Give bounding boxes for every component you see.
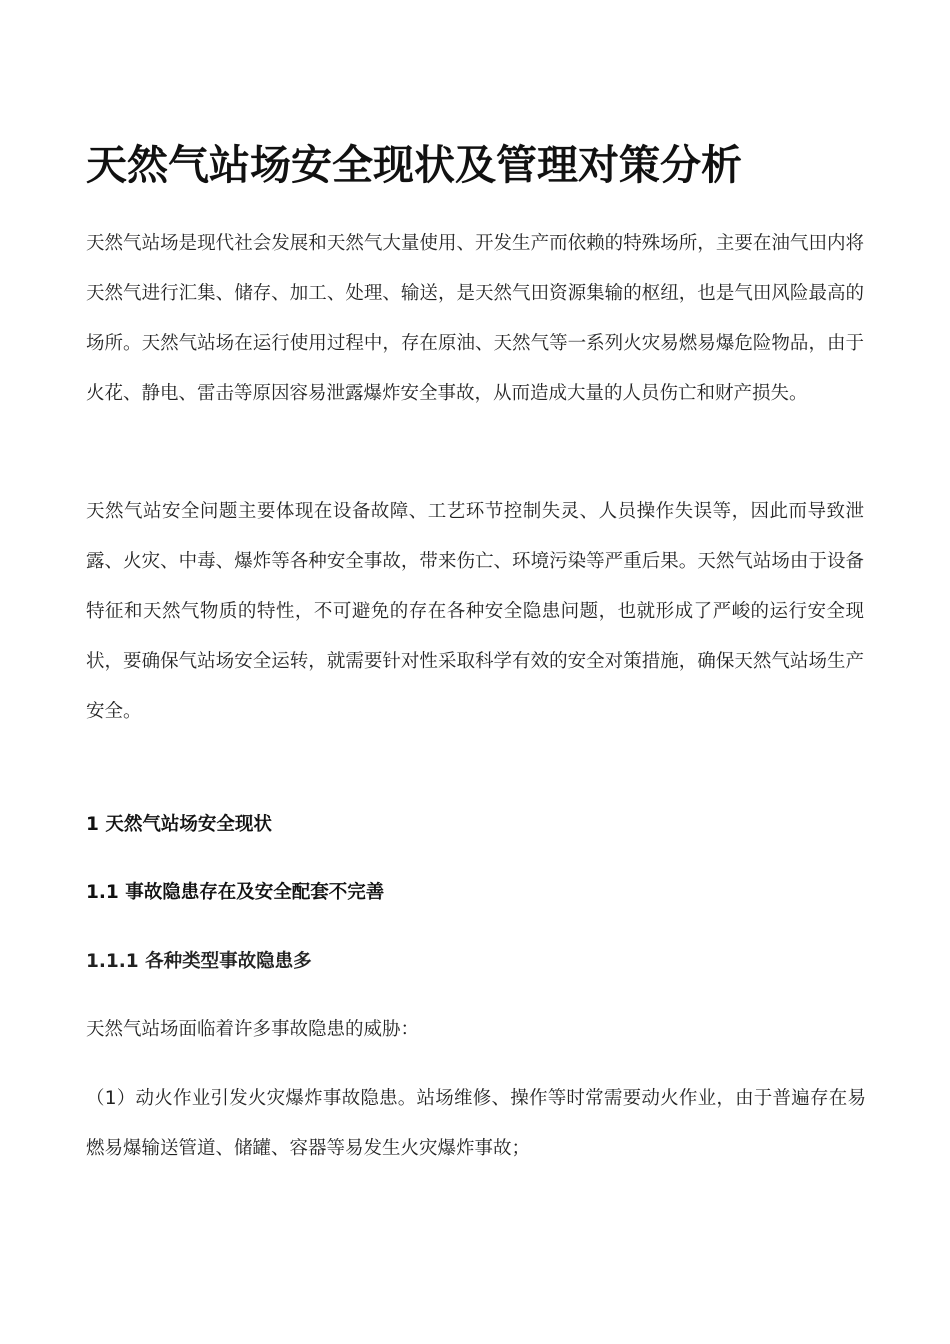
document-title: 天然气站场安全现状及管理对策分析	[86, 141, 742, 189]
intro-paragraph-1: 天然气站场是现代社会发展和天然气大量使用、开发生产而依赖的特殊场所，主要在油气田内将天然气进行汇集、储存、加工、处理、输送，是天然气田资源集输的枢纽，也是气田风险最高的场所。天然气站场在运行使用过程中，存在原油、天然气等一系列火灾易燃易爆危险物品，由于火花、静电、雷击等原因容易泄露爆炸安全事故，从而造成大量的人员伤亡和财产损失。	[86, 233, 864, 404]
threat-intro-text: 天然气站场面临着许多事故隐患的威胁：	[86, 1019, 420, 1040]
section-1-1-1-heading: 1.1.1 各种类型事故隐患多	[86, 951, 312, 972]
section-1-1-heading: 1.1 事故隐患存在及安全配套不完善	[86, 882, 385, 903]
intro-paragraph-2: 天然气站安全问题主要体现在设备故障、工艺环节控制失灵、人员操作失误等，因此而导致泄露、火灾、中毒、爆炸等各种安全事故，带来伤亡、环境污染等严重后果。天然气站场由于设备特征和天然气物质的特性，不可避免的存在各种安全隐患问题，也就形成了严峻的运行安全现状，要确保气站场安全运转，就需要针对性采取科学有效的安全对策措施，确保天然气站场生产安全。	[86, 501, 864, 722]
list-item-1: （1）动火作业引发火灾爆炸事故隐患。站场维修、操作等时常需要动火作业，由于普遍存在易燃易爆输送管道、储罐、容器等易发生火灾爆炸事故；	[86, 1088, 866, 1159]
section-1-heading: 1 天然气站场安全现状	[86, 814, 272, 835]
